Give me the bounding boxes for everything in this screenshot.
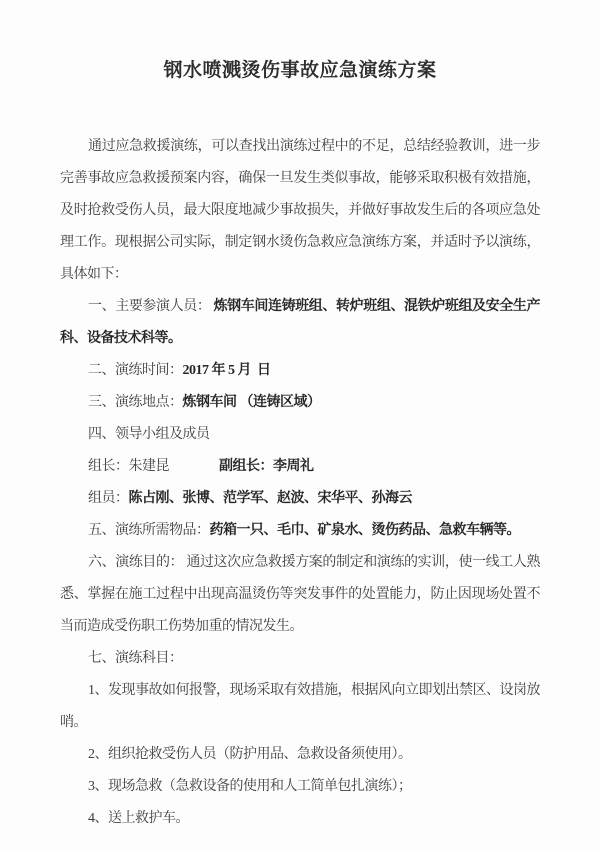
text-segment: 六、演练目的： 通过这次应急救援方案的制定和演练的实训，使一线工人熟悉、掌握在施工过程中出现高温烫伤等突发事件的处置能力，防止因现场处置不当而造成受伤职工伤势加重的情况发生。 (60, 555, 540, 634)
subject-item-1 (60, 675, 540, 739)
section-supplies (60, 515, 540, 547)
value-segment: 陈占刚、张博、范学军、赵波、宋华平、孙海云 (128, 491, 412, 506)
value-segment: 药箱一只、毛巾、矿泉水、烫伤药品、急救车辆等。 (209, 523, 520, 538)
deputy-leader-segment: 副组长：李周礼 (219, 459, 314, 474)
text-segment: 四、领导小组及成员 (88, 427, 210, 442)
value-segment: 炼钢车间连铸班组、转炉班组、混铁炉班组及安全生产科、设备技术科等。 (60, 299, 541, 346)
section-location (60, 387, 540, 419)
section-leading-group (60, 419, 540, 451)
subject-item-2 (60, 739, 540, 771)
line-members (60, 483, 540, 515)
section-subjects (60, 643, 540, 675)
text-segment: 3、现场急救（急救设备的使用和人工简单包扎演练）； (88, 779, 412, 794)
section-time (60, 355, 540, 387)
text-segment: 通过应急救援演练，可以查找出演练过程中的不足，总结经验教训，进一步完善事故应急救援预案内容，确保一旦发生类似事故，能够采取积极有效措施，及时抢救受伤人员，最大限度地减少事故损失，并做好事故发生后的各项应急处理工作。现根据公司实际，制定钢水烫伤急救应急演练方案，并适时予以演练，具体如下： (60, 139, 540, 282)
label-segment: 组员： (88, 491, 129, 506)
label-segment: 二、演练时间： (88, 363, 183, 378)
value-segment: 2017 年 5 月 日 (182, 363, 271, 378)
text-segment: 2、组织抢救受伤人员（防护用品、急救设备须使用）。 (88, 747, 412, 762)
text-segment: 七、演练科目： (88, 651, 183, 666)
label-segment: 五、演练所需物品： (88, 523, 210, 538)
subject-item-3 (60, 771, 540, 803)
subject-item-4 (60, 803, 540, 835)
section-purpose (60, 547, 540, 643)
value-segment: 炼钢车间 （连铸区域） (182, 395, 321, 410)
leader-segment: 组长：朱建昆 (88, 459, 169, 474)
text-segment: 1、发现事故如何报警，现场采取有效措施，根据风向立即划出禁区、设岗放哨。 (60, 683, 540, 730)
label-segment: 一、主要参演人员： (88, 299, 214, 314)
intro-paragraph (60, 131, 540, 291)
document-title: 钢水喷溅烫伤事故应急演练方案 (163, 60, 437, 81)
label-segment: 三、演练地点： (88, 395, 183, 410)
section-participants (60, 291, 540, 355)
text-segment: 4、送上救护车。 (88, 811, 189, 826)
line-leaders (60, 451, 540, 483)
